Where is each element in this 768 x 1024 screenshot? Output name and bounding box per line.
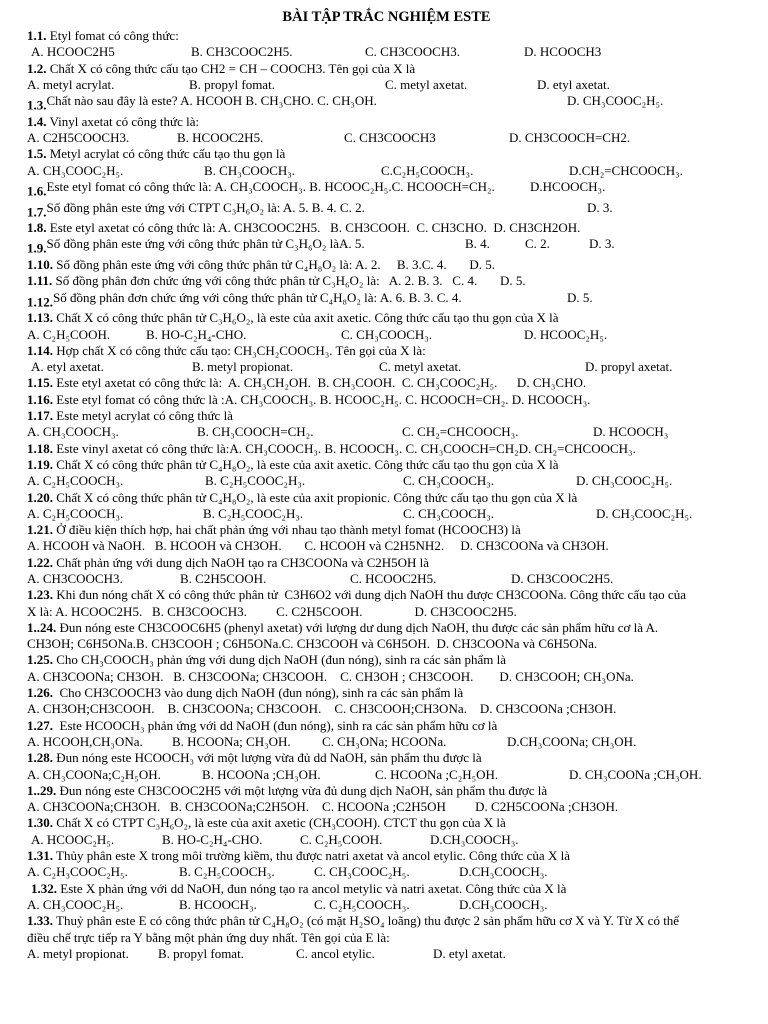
option-d[interactable]: D.CH₃COONa; CH₃OH.: [507, 733, 637, 749]
options-1-27: [27, 734, 746, 750]
option-c[interactable]: C. CH₃COOCH₃.: [341, 326, 433, 342]
question-1-26: [27, 685, 746, 701]
question-1-23: [27, 587, 746, 603]
question-1-21: [27, 522, 746, 538]
options-1-26[interactable]: A. CH3OH;CH3COOH. B. CH3COONa; CH3COOH. C. CH3COOH;CH3ONa. D. CH3COONa ;CH3OH.: [27, 701, 617, 717]
option-a[interactable]: A. metyl acrylat.: [27, 76, 115, 92]
option-a[interactable]: A. HCOOH,CH₃ONa.: [27, 733, 143, 749]
option-d[interactable]: D. CH₃COONa ;CH₃OH.: [569, 766, 702, 782]
question-text: Chất X có công thức phân tử C₄H₈O₂, là este của axit propionic. Công thức cấu tạo thu gọn của X là: [53, 489, 578, 505]
question-text: Cho CH₃COOCH₃ phản ứng với dung dịch NaOH (đun nóng), sinh ra các sản phẩm là: [53, 652, 507, 668]
option-d[interactable]: D.HCOOCH₃.: [530, 178, 606, 194]
option-d[interactable]: D. HCOOCH3: [524, 44, 602, 60]
option-c[interactable]: C. CH₂=CHCOOCH₃.: [402, 424, 519, 440]
options-1-33: [27, 946, 746, 962]
question-1-32: [27, 881, 746, 897]
option-b[interactable]: B. C₂H₅COOCH₃.: [179, 864, 275, 880]
option-a[interactable]: A. HCOOC2H5: [31, 44, 115, 60]
option-a[interactable]: A. CH₃COOCH₃.: [27, 424, 119, 440]
question-1-22: [27, 555, 746, 571]
question-1-13: [27, 310, 746, 326]
question-text: Chất X có công thức phân tử C₃H₆O₂, là este của axit axetic. Công thức cấu tạo thu gọn của X là: [53, 310, 559, 326]
question-text: Thuỷ phân este E có công thức phân tử C₄H₈O₂ (có mặt H₂SO₄ loãng) thu được 2 sản phẩm hữu cơ X và Y. Từ X có thể: [53, 913, 680, 929]
question-1-27: [27, 718, 746, 734]
option-a[interactable]: A. CH3COOCH3.: [27, 570, 123, 586]
options-1-23[interactable]: X là: A. HCOOC2H5. B. CH3COOCH3. C. C2H5COOH. D. CH3COOC2H5.: [27, 603, 517, 619]
question-1-29: [27, 783, 746, 799]
question-1-30: [27, 815, 746, 831]
question-number: 1.14.: [27, 342, 53, 358]
question-number: 1.27.: [27, 717, 53, 733]
option-b[interactable]: B. propyl fomat.: [189, 76, 275, 92]
question-text: Số đồng phân este ứng với công thức phân tử C₃H₆O₂ làA. 5.: [46, 236, 365, 252]
options-1-29[interactable]: A. CH3COONa;CH3OH. B. CH3COONa;C2H5OH. C. HCOONa ;C2H5OH D. C2H5COONa ;CH3OH.: [27, 799, 619, 815]
option-b[interactable]: B. HCOOC2H5.: [177, 130, 264, 146]
option-b[interactable]: B. CH₃COOCH=CH₂.: [197, 424, 314, 440]
option-b[interactable]: B. HO-C₂H₄-CHO.: [162, 831, 263, 847]
option-c[interactable]: C. CH3COOCH3.: [365, 44, 460, 60]
option-c[interactable]: C. 2.: [525, 236, 550, 252]
option-b[interactable]: B. CH3COOC2H5.: [191, 44, 293, 60]
option-d[interactable]: D. CH₃COOC₂H₅.: [576, 473, 673, 489]
question-1-6: [27, 179, 746, 200]
question-number: 1.11.: [27, 273, 53, 289]
options-1-32: [27, 897, 746, 913]
question-text: Vinyl axetat có công thức là:: [46, 113, 200, 129]
option-d[interactable]: D. 3.: [589, 236, 615, 252]
question-text: Este vinyl axetat có công thức là:A. CH₃COOCH₃. B. HCOOCH₃. C. CH₃COOCH=CH₂D. CH₂=CHCOOCH₃.: [53, 440, 636, 456]
option-d[interactable]: D.CH₂=CHCOOCH₃.: [569, 162, 683, 178]
question-number: 1.9.: [27, 240, 47, 256]
question-text: Số đồng phân đơn chức ứng với công thức phân tử C₄H₈O₂ là: A. 6. B. 3. C. 4.: [53, 289, 462, 305]
question-1-1: [27, 28, 746, 44]
question-number: 1.15.: [27, 375, 53, 391]
option-b[interactable]: B. HCOOCH₃.: [179, 896, 257, 912]
option-c[interactable]: C.C₂H₅COOCH₃.: [381, 162, 474, 178]
question-1-7: [27, 200, 746, 221]
question-text: Thủy phân este X trong môi trường kiềm, thu được natri axetat và ancol etylic. Công thức của X là: [53, 848, 570, 864]
option-a[interactable]: A. CH₃COOC₂H₅.: [27, 896, 124, 912]
question-text: Chất phản ứng với dung dịch NaOH tạo ra CH3COONa và C2H5OH là: [53, 554, 430, 570]
question-text: Este etyl axetat có công thức là: A. CH3COOC2H5. B. CH3COOH. C. CH3CHO. D. CH3CH2OH.: [46, 220, 581, 236]
option-c[interactable]: C. CH₃COOCH₃.: [403, 473, 495, 489]
question-1-20: [27, 490, 746, 506]
option-d[interactable]: D. etyl axetat.: [433, 945, 506, 961]
question-text: Chất X có công thức cấu tạo CH2 = CH – COOCH3. Tên gọi của X là: [46, 60, 416, 76]
option-d[interactable]: D. CH3COOCH=CH2.: [509, 130, 631, 146]
question-text: Hợp chất X có công thức cấu tạo: CH₃CH₂COOCH₃. Tên gọi của X là:: [53, 342, 426, 358]
question-1-28: [27, 750, 746, 766]
question-number: 1.3.: [27, 97, 47, 113]
question-number: 1.8.: [27, 220, 47, 236]
options-1-1: [27, 44, 746, 60]
question-1-16: [27, 392, 746, 408]
question-1-4: [27, 114, 746, 130]
option-c[interactable]: C. CH3COOCH3: [344, 130, 436, 146]
question-number: 1.1.: [27, 28, 47, 43]
question-text: Số đồng phân đơn chức ứng với công thức phân tử C₃H₆O₂ là: A. 2. B. 3. C. 4. D. 5.: [52, 273, 526, 289]
option-d[interactable]: D.CH₃COOCH₃.: [459, 896, 548, 912]
options-1-25[interactable]: A. CH3COONa; CH3OH. B. CH3COONa; CH3COOH. C. CH3OH ; CH3COOH. D. CH3COOH; CH₃ONa.: [27, 668, 634, 684]
option-d[interactable]: D. HCOOCH₃: [593, 424, 669, 440]
options-1-17: [27, 424, 746, 440]
options-1-13: [27, 327, 746, 343]
option-b[interactable]: B. C₂H₅COOC₂H₃.: [205, 473, 306, 489]
question-text: Este HCOOCH₃ phản ứng với dd NaOH (đun nóng), sinh ra các sản phẩm hữu cơ là: [53, 717, 498, 733]
question-text: Đun nóng este CH3COOC2H5 với một lượng vừa đủ dung dịch NaOH, sản phẩm thu được là: [56, 782, 548, 798]
worksheet-title: BÀI TẬP TRẮC NGHIỆM ESTE: [282, 9, 491, 25]
question-1-12: [27, 290, 746, 311]
option-a[interactable]: A. C₂H₃COOC₂H₅.: [27, 864, 128, 880]
question-number: 1.21.: [27, 522, 53, 538]
question-number: 1.4.: [27, 113, 47, 129]
question-number: 1.17.: [27, 408, 53, 424]
option-a[interactable]: A. C₂H₅COOCH₃.: [27, 505, 124, 521]
option-c[interactable]: C. HCOOC2H5.: [350, 570, 437, 586]
question-1-31: [27, 848, 746, 864]
question-text: Este metyl acrylat có công thức là: [53, 408, 233, 424]
option-c[interactable]: C. metyl axetat.: [385, 76, 468, 92]
question-number: 1.19.: [27, 456, 53, 472]
option-d[interactable]: D. CH₃COOC₂H₅.: [567, 93, 664, 109]
question-text: Este etyl fomat có công thức là :A. CH₃COOCH₃. B. HCOOC₂H₅. C. HCOOCH=CH₂. D. HCOOCH₃.: [53, 391, 591, 407]
question-1-24: [27, 620, 746, 636]
question-number: 1.30.: [27, 815, 53, 831]
option-b[interactable]: B. CH₃COOCH₃.: [204, 162, 296, 178]
question-1-33-continued: điều chế trực tiếp ra Y bằng một phản ứng duy nhất. Tên gọi của E là:: [27, 929, 390, 945]
options-1-4: [27, 130, 746, 146]
option-a[interactable]: A. C₂H₅COOCH₃.: [27, 473, 124, 489]
question-text: Metyl acrylat có công thức cấu tạo thu gọn là: [46, 146, 286, 162]
question-text: Etyl fomat có công thức:: [46, 28, 179, 43]
question-number: 1.28.: [27, 750, 53, 766]
question-number: 1.2.: [27, 60, 47, 76]
option-c[interactable]: C. ancol etylic.: [296, 945, 375, 961]
question-1-14: [27, 343, 746, 359]
options-1-24[interactable]: CH3OH; C6H5ONa.B. CH3COOH ; C6H5ONa.C. CH3COOH và C6H5OH. D. CH3COONa và C6H5ONa.: [27, 636, 598, 652]
option-a[interactable]: A. CH₃COONa;C₂H₅OH.: [27, 766, 161, 782]
question-text: Chất X có công thức phân tử C₄H₈O₂, là este của axit axetic. Công thức cấu tạo thu gọn của X là: [53, 456, 559, 472]
question-number: 1.12.: [27, 293, 53, 309]
options-1-14: [27, 359, 746, 375]
question-text: Chất X có CTPT C₃H₆O₂, là este của axit axetic (CH₃COOH). CTCT thu gọn của X là: [53, 815, 506, 831]
question-text: Số đồng phân este ứng với CTPT C₃H₆O₂ là: A. 5. B. 4. C. 2.: [46, 199, 365, 215]
option-c[interactable]: C. CH₃COOC₂H₅.: [314, 864, 410, 880]
question-number: 1.20.: [27, 489, 53, 505]
option-a[interactable]: A. C₂H₅COOH.: [27, 326, 111, 342]
option-b[interactable]: B. HCOONa; CH₃OH.: [172, 733, 291, 749]
question-number: 1.5.: [27, 146, 47, 162]
option-a[interactable]: A. metyl propionat.: [27, 945, 129, 961]
option-d[interactable]: D. 3.: [587, 199, 613, 215]
question-1-25: [27, 652, 746, 668]
question-text: Đun nóng este HCOOCH₃ với một lượng vừa đủ dd NaOH, sản phẩm thu được là: [53, 750, 482, 766]
options-1-31: [27, 864, 746, 880]
options-1-22: [27, 571, 746, 587]
question-1-3: [27, 93, 746, 114]
question-text: Số đồng phân este ứng với công thức phân tử C₄H₈O₂ là: A. 2. B. 3.C. 4. D. 5.: [53, 257, 496, 273]
option-b[interactable]: B. HO-C₂H₄-CHO.: [146, 326, 247, 342]
question-1-17: [27, 408, 746, 424]
option-c[interactable]: C. metyl axetat.: [379, 359, 462, 375]
question-text: Cho CH3COOCH3 vào dung dịch NaOH (đun nóng), sinh ra các sản phẩm là: [53, 685, 464, 701]
option-d[interactable]: D. HCOOC₂H₅.: [524, 326, 608, 342]
option-c[interactable]: C. CH₃ONa; HCOONa.: [322, 733, 447, 749]
question-number: 1.23.: [27, 587, 53, 603]
option-d[interactable]: D. CH₃COOC₂H₅.: [596, 505, 693, 521]
question-number: 1.32.: [31, 880, 57, 896]
question-number: 1.26.: [27, 685, 53, 701]
option-c[interactable]: C. HCOONa ;C₂H₅OH.: [375, 766, 499, 782]
question-number: 1.33.: [27, 913, 53, 929]
question-1-33: [27, 913, 746, 929]
options-1-21[interactable]: A. HCOOH và NaOH. B. HCOOH và CH3OH. C. HCOOH và C2H5NH2. D. CH3COONa và CH3OH.: [27, 538, 609, 554]
question-number: 1..29.: [27, 782, 57, 798]
question-number: 1.25.: [27, 652, 53, 668]
question-1-2: [27, 61, 746, 77]
option-c[interactable]: C. CH₃COOCH₃.: [403, 505, 495, 521]
option-d[interactable]: D.CH₃COOCH₃.: [430, 831, 519, 847]
question-number: 1.22.: [27, 554, 53, 570]
question-number: 1.7.: [27, 203, 47, 219]
option-b[interactable]: B. C2H5COOH.: [180, 570, 267, 586]
options-1-2: [27, 77, 746, 93]
question-number: 1..24.: [27, 619, 57, 635]
question-number: 1.31.: [27, 848, 53, 864]
option-d[interactable]: D.CH₃COOCH₃.: [459, 864, 548, 880]
option-c[interactable]: C. C₂H₅COOH.: [300, 831, 383, 847]
options-1-28: [27, 767, 746, 783]
question-number: 1.6.: [27, 183, 47, 199]
question-1-18: [27, 441, 746, 457]
options-1-19: [27, 473, 746, 489]
option-b[interactable]: B. propyl fomat.: [158, 945, 244, 961]
options-1-5: [27, 163, 746, 179]
question-1-19: [27, 457, 746, 473]
option-a[interactable]: A. HCOOC₂H₅.: [31, 831, 115, 847]
question-1-15: [27, 375, 746, 391]
question-text: Este X phản ứng với dd NaOH, đun nóng tạo ra ancol metylic và natri axetat. Công thức của X là: [57, 880, 567, 896]
option-a[interactable]: A. etyl axetat.: [31, 359, 104, 375]
option-b[interactable]: B. C₂H₅COOC₂H₃.: [203, 505, 304, 521]
option-a[interactable]: A. C2H5COOCH3.: [27, 130, 130, 146]
option-d[interactable]: D. etyl axetat.: [537, 76, 610, 92]
question-1-5: [27, 146, 746, 162]
question-text: Ở điều kiện thích hợp, hai chất phản ứng với nhau tạo thành metyl fomat (HCOOCH3) là: [53, 522, 521, 538]
question-text: Đun nóng este CH3COOC6H5 (phenyl axetat) với lượng dư dung dịch NaOH, thu được các sản phẩm hữu cơ là A.: [56, 619, 659, 635]
question-number: 1.10.: [27, 257, 53, 273]
option-a[interactable]: A. CH₃COOC₂H₅.: [27, 162, 124, 178]
question-text: Khi đun nóng chất X có công thức phân tử C3H6O2 với dung dịch NaOH thu được CH3COONa. Công thức cấu tạo của: [53, 587, 686, 603]
question-1-8: [27, 220, 746, 236]
option-b[interactable]: B. 4.: [465, 236, 490, 252]
question-text: Este etyl fomat có công thức là: A. CH₃COOCH₃. B. HCOOC₂H₅.C. HCOOCH=CH₂.: [46, 178, 495, 194]
option-c[interactable]: C. C₂H₅COOCH₃.: [314, 896, 410, 912]
option-b[interactable]: B. metyl propionat.: [192, 359, 294, 375]
options-1-20: [27, 506, 746, 522]
question-number: 1.13.: [27, 310, 53, 326]
question-1-9: [27, 236, 746, 257]
option-b[interactable]: B. HCOONa ;CH₃OH.: [202, 766, 321, 782]
options-1-30: [27, 832, 746, 848]
option-d[interactable]: D. CH3COOC2H5.: [511, 570, 614, 586]
question-1-10: [27, 257, 746, 273]
question-text: Chất nào sau đây là este? A. HCOOH B. CH₃CHO. C. CH₃OH.: [46, 93, 377, 109]
question-1-11: [27, 273, 746, 289]
question-number: 1.18.: [27, 440, 53, 456]
option-d[interactable]: D. 5.: [567, 289, 593, 305]
option-d[interactable]: D. propyl axetat.: [585, 359, 673, 375]
question-number: 1.16.: [27, 391, 53, 407]
question-text: Este etyl axetat có công thức là: A. CH₃CH₂OH. B. CH₃COOH. C. CH₃COOC₂H₅. D. CH₃CHO.: [53, 375, 587, 391]
